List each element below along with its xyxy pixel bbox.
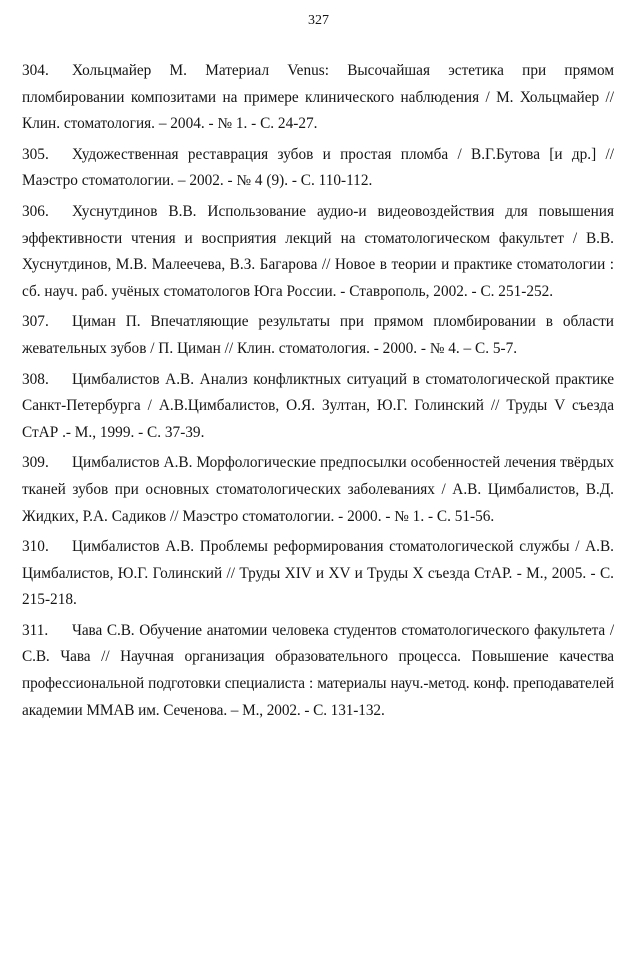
reference-text: Художественная реставрация зубов и простая пломба / В.Г.Бутова [и др.] // Маэстро стоматологии. – 2002. - № 4 (9). - С. 110-112.	[22, 145, 614, 190]
reference-text: Чава С.В. Обучение анатомии человека студентов стоматологического факультета / С.В. Чава // Научная организация образовательного процесса. Повышение качества профессиональной подготовки специалиста : материалы науч.-метод. конф. преподавателей академии ММАВ им. Сеченова. – М., 2002. - С. 131-132.	[22, 621, 614, 719]
reference-entry-305	[22, 142, 614, 195]
reference-text: Цимбалистов А.В. Анализ конфликтных ситуаций в стоматологической практике Санкт-Петербурга / А.В.Цимбалистов, О.Я. Зултан, Ю.Г. Голинский // Труды V съезда СтАР .- М., 1999. - С. 37-39.	[22, 370, 614, 441]
reference-text: Цимбалистов А.В. Морфологические предпосылки особенностей лечения твёрдых тканей зубов при основных стоматологических заболеваниях / А.В. Цимбалистов, В.Д. Жидких, Р.А. Садиков // Маэстро стоматологии. - 2000. - № 1. - С. 51-56.	[22, 454, 614, 525]
reference-entry-311	[22, 618, 614, 724]
reference-number: 311.	[22, 621, 49, 639]
reference-list	[22, 58, 614, 728]
reference-number: 308.	[22, 370, 49, 388]
reference-entry-308	[22, 367, 614, 447]
reference-number: 304.	[22, 62, 49, 79]
reference-number: 310.	[22, 538, 49, 556]
reference-text: Цимбалистов А.В. Проблемы реформирования стоматологической службы / А.В. Цимбалистов, Ю.Г. Голинский // Труды XIV и XV и Труды X съезда СтАР. - М., 2005. - С. 215-218.	[22, 538, 614, 609]
reference-entry-306	[22, 199, 614, 305]
page-number: 327	[308, 13, 329, 28]
reference-entry-310	[22, 534, 614, 614]
reference-number: 305.	[22, 145, 49, 163]
reference-text: Хольцмайер М. Материал Venus: Высочайшая эстетика при прямом пломбировании композитами на примере клинического наблюдения / М. Хольцмайер // Клин. стоматология. – 2004. - № 1. - С. 24-27.	[22, 62, 614, 133]
reference-entry-307	[22, 309, 614, 362]
reference-number: 307.	[22, 313, 49, 331]
reference-number: 306.	[22, 202, 49, 220]
reference-text: Циман П. Впечатляющие результаты при прямом пломбировании в области жевательных зубов / П. Циман // Клин. стоматология. - 2000. - № 4. – С. 5-7.	[22, 313, 614, 357]
reference-text: Хуснутдинов В.В. Использование аудио-и видеовоздействия для повышения эффективности чтения и восприятия лекций на стоматологическом факультет / В.В. Хуснутдинов, М.В. Малеечева, В.З. Багарова // Новое в теории и практике стоматологии : сб. науч. раб. учёных стоматологов Юга России. - Ставрополь, 2002. - С. 251-252.	[22, 202, 614, 300]
reference-number: 309.	[22, 454, 49, 472]
reference-entry-304	[22, 58, 614, 138]
reference-entry-309	[22, 450, 614, 530]
